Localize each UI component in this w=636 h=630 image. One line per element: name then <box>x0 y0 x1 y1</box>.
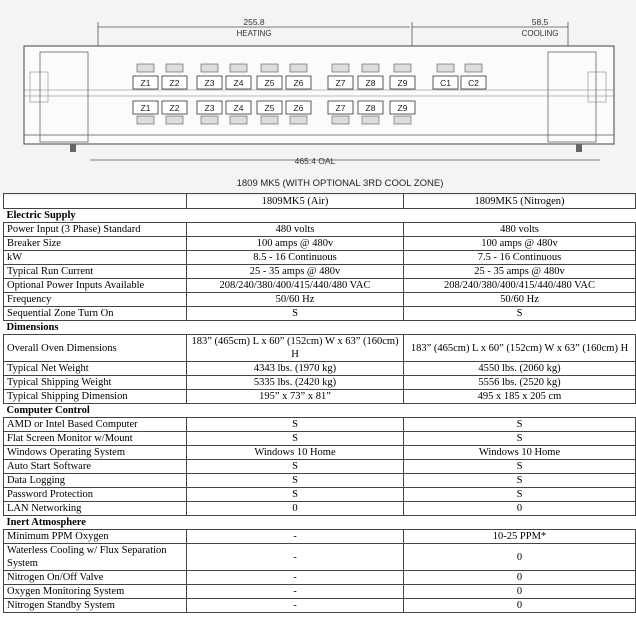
row-label: Minimum PPM Oxygen <box>4 530 187 544</box>
heating-label: HEATING <box>236 29 272 38</box>
zone-label: Z3 <box>204 78 215 88</box>
nitrogen-value: 0 <box>404 585 636 599</box>
air-value: 0 <box>187 502 404 516</box>
nitrogen-value: 208/240/380/400/415/440/480 VAC <box>404 279 636 293</box>
diagram-caption: 1809 MK5 (WITH OPTIONAL 3RD COOL ZONE) <box>236 178 444 189</box>
heater-fin <box>166 64 183 72</box>
zone-label: Z9 <box>397 103 408 113</box>
cooling-dimension: 58.5 <box>531 17 549 27</box>
nitrogen-value: S <box>404 418 636 432</box>
row-label: Password Protection <box>4 488 187 502</box>
section-row <box>4 209 636 223</box>
row-label: AMD or Intel Based Computer <box>4 418 187 432</box>
heater-fin <box>261 64 278 72</box>
row-label: Typical Net Weight <box>4 362 187 376</box>
row-label: Breaker Size <box>4 237 187 251</box>
nitrogen-value: S <box>404 488 636 502</box>
zone-label: C2 <box>468 78 479 88</box>
row-label: Auto Start Software <box>4 460 187 474</box>
heater-fin <box>230 116 247 124</box>
nitrogen-value: 7.5 - 16 Continuous <box>404 251 636 265</box>
air-value: 183” (465cm) L x 60” (152cm) W x 63” (160cm) H <box>187 335 404 362</box>
heater-fin <box>394 116 411 124</box>
table-row <box>4 488 636 502</box>
row-label: Frequency <box>4 293 187 307</box>
air-value: 208/240/380/400/415/440/480 VAC <box>187 279 404 293</box>
nitrogen-value: S <box>404 460 636 474</box>
nitrogen-value: 495 x 185 x 205 cm <box>404 390 636 404</box>
header-air: 1809MK5 (Air) <box>187 194 404 209</box>
heater-fin <box>201 64 218 72</box>
table-row <box>4 432 636 446</box>
nitrogen-value: 183” (465cm) L x 60” (152cm) W x 63” (160cm) H <box>404 335 636 362</box>
nitrogen-value: 5556 lbs. (2520 kg) <box>404 376 636 390</box>
section-row <box>4 321 636 335</box>
table-row <box>4 502 636 516</box>
table-row <box>4 460 636 474</box>
nitrogen-value: 0 <box>404 571 636 585</box>
row-label: Nitrogen Standby System <box>4 599 187 613</box>
row-label: Power Input (3 Phase) Standard <box>4 223 187 237</box>
row-label: Typical Shipping Dimension <box>4 390 187 404</box>
row-label: LAN Networking <box>4 502 187 516</box>
table-row <box>4 335 636 362</box>
section-row <box>4 404 636 418</box>
row-label: Optional Power Inputs Available <box>4 279 187 293</box>
heater-fin <box>465 64 482 72</box>
air-value: 4343 lbs. (1970 kg) <box>187 362 404 376</box>
row-label: Typical Shipping Weight <box>4 376 187 390</box>
nitrogen-value: 0 <box>404 544 636 571</box>
table-row <box>4 265 636 279</box>
air-value: 50/60 Hz <box>187 293 404 307</box>
section-row <box>4 516 636 530</box>
nitrogen-value: Windows 10 Home <box>404 446 636 460</box>
section-title: Electric Supply <box>4 209 636 223</box>
heater-fin <box>201 116 218 124</box>
heater-fin <box>394 64 411 72</box>
heater-fin <box>261 116 278 124</box>
zone-label: Z2 <box>169 103 180 113</box>
table-row <box>4 223 636 237</box>
nitrogen-value: 50/60 Hz <box>404 293 636 307</box>
zone-label: Z7 <box>335 78 346 88</box>
heater-fin <box>362 64 379 72</box>
heater-fin <box>332 64 349 72</box>
heater-fin <box>137 116 154 124</box>
row-label: Sequential Zone Turn On <box>4 307 187 321</box>
oven-drawing <box>0 0 636 196</box>
nitrogen-value: S <box>404 474 636 488</box>
table-row <box>4 307 636 321</box>
air-value: 100 amps @ 480v <box>187 237 404 251</box>
table-row <box>4 571 636 585</box>
air-value: S <box>187 432 404 446</box>
overall-length-dimension: 465.4 OAL <box>294 156 336 166</box>
oven-diagram <box>0 0 636 196</box>
heater-fin <box>137 64 154 72</box>
nitrogen-value: 25 - 35 amps @ 480v <box>404 265 636 279</box>
spec-table <box>3 193 636 613</box>
zone-label: Z1 <box>140 78 151 88</box>
zone-label: Z5 <box>264 78 275 88</box>
table-row <box>4 446 636 460</box>
heater-fin <box>437 64 454 72</box>
heater-fin <box>362 116 379 124</box>
table-header-row <box>4 194 636 209</box>
table-row <box>4 530 636 544</box>
nitrogen-value: S <box>404 307 636 321</box>
table-row <box>4 376 636 390</box>
row-label: Waterless Cooling w/ Flux Separation System <box>4 544 187 571</box>
air-value: S <box>187 488 404 502</box>
nitrogen-value: 100 amps @ 480v <box>404 237 636 251</box>
nitrogen-value: 0 <box>404 599 636 613</box>
air-value: 480 volts <box>187 223 404 237</box>
row-label: Oxygen Monitoring System <box>4 585 187 599</box>
zone-label: C1 <box>440 78 451 88</box>
header-blank <box>4 194 187 209</box>
row-label: Nitrogen On/Off Valve <box>4 571 187 585</box>
table-row <box>4 279 636 293</box>
table-row <box>4 237 636 251</box>
table-row <box>4 585 636 599</box>
heating-dimension: 255.8 <box>243 17 265 27</box>
cooling-label: COOLING <box>521 29 559 38</box>
table-row <box>4 544 636 571</box>
air-value: - <box>187 585 404 599</box>
table-row <box>4 362 636 376</box>
row-label: kW <box>4 251 187 265</box>
air-value: - <box>187 571 404 585</box>
air-value: - <box>187 599 404 613</box>
air-value: - <box>187 544 404 571</box>
zone-label: Z6 <box>293 78 304 88</box>
zone-label: Z5 <box>264 103 275 113</box>
zone-label: Z3 <box>204 103 215 113</box>
nitrogen-value: S <box>404 432 636 446</box>
row-label: Overall Oven Dimensions <box>4 335 187 362</box>
header-nitrogen: 1809MK5 (Nitrogen) <box>404 194 636 209</box>
table-row <box>4 251 636 265</box>
zone-label: Z4 <box>233 103 244 113</box>
section-title: Dimensions <box>4 321 636 335</box>
table-row <box>4 418 636 432</box>
row-label: Typical Run Current <box>4 265 187 279</box>
table-row <box>4 390 636 404</box>
table-row <box>4 293 636 307</box>
section-title: Computer Control <box>4 404 636 418</box>
zone-label: Z8 <box>365 103 376 113</box>
air-value: 5335 lbs. (2420 kg) <box>187 376 404 390</box>
heater-fin <box>332 116 349 124</box>
zone-label: Z8 <box>365 78 376 88</box>
row-label: Flat Screen Monitor w/Mount <box>4 432 187 446</box>
row-label: Windows Operating System <box>4 446 187 460</box>
air-value: 195” x 73” x 81” <box>187 390 404 404</box>
air-value: S <box>187 460 404 474</box>
heater-fin <box>290 64 307 72</box>
nitrogen-value: 10-25 PPM* <box>404 530 636 544</box>
nitrogen-value: 0 <box>404 502 636 516</box>
zone-label: Z4 <box>233 78 244 88</box>
section-title: Inert Atmosphere <box>4 516 636 530</box>
nitrogen-value: 4550 lbs. (2060 kg) <box>404 362 636 376</box>
heater-fin <box>230 64 247 72</box>
air-value: S <box>187 474 404 488</box>
zone-label: Z2 <box>169 78 180 88</box>
table-row <box>4 474 636 488</box>
air-value: - <box>187 530 404 544</box>
heater-fin <box>166 116 183 124</box>
zone-label: Z7 <box>335 103 346 113</box>
zone-label: Z9 <box>397 78 408 88</box>
heater-fin <box>290 116 307 124</box>
row-label: Data Logging <box>4 474 187 488</box>
air-value: Windows 10 Home <box>187 446 404 460</box>
air-value: 8.5 - 16 Continuous <box>187 251 404 265</box>
air-value: S <box>187 307 404 321</box>
table-row <box>4 599 636 613</box>
zone-label: Z1 <box>140 103 151 113</box>
air-value: 25 - 35 amps @ 480v <box>187 265 404 279</box>
nitrogen-value: 480 volts <box>404 223 636 237</box>
zone-label: Z6 <box>293 103 304 113</box>
air-value: S <box>187 418 404 432</box>
